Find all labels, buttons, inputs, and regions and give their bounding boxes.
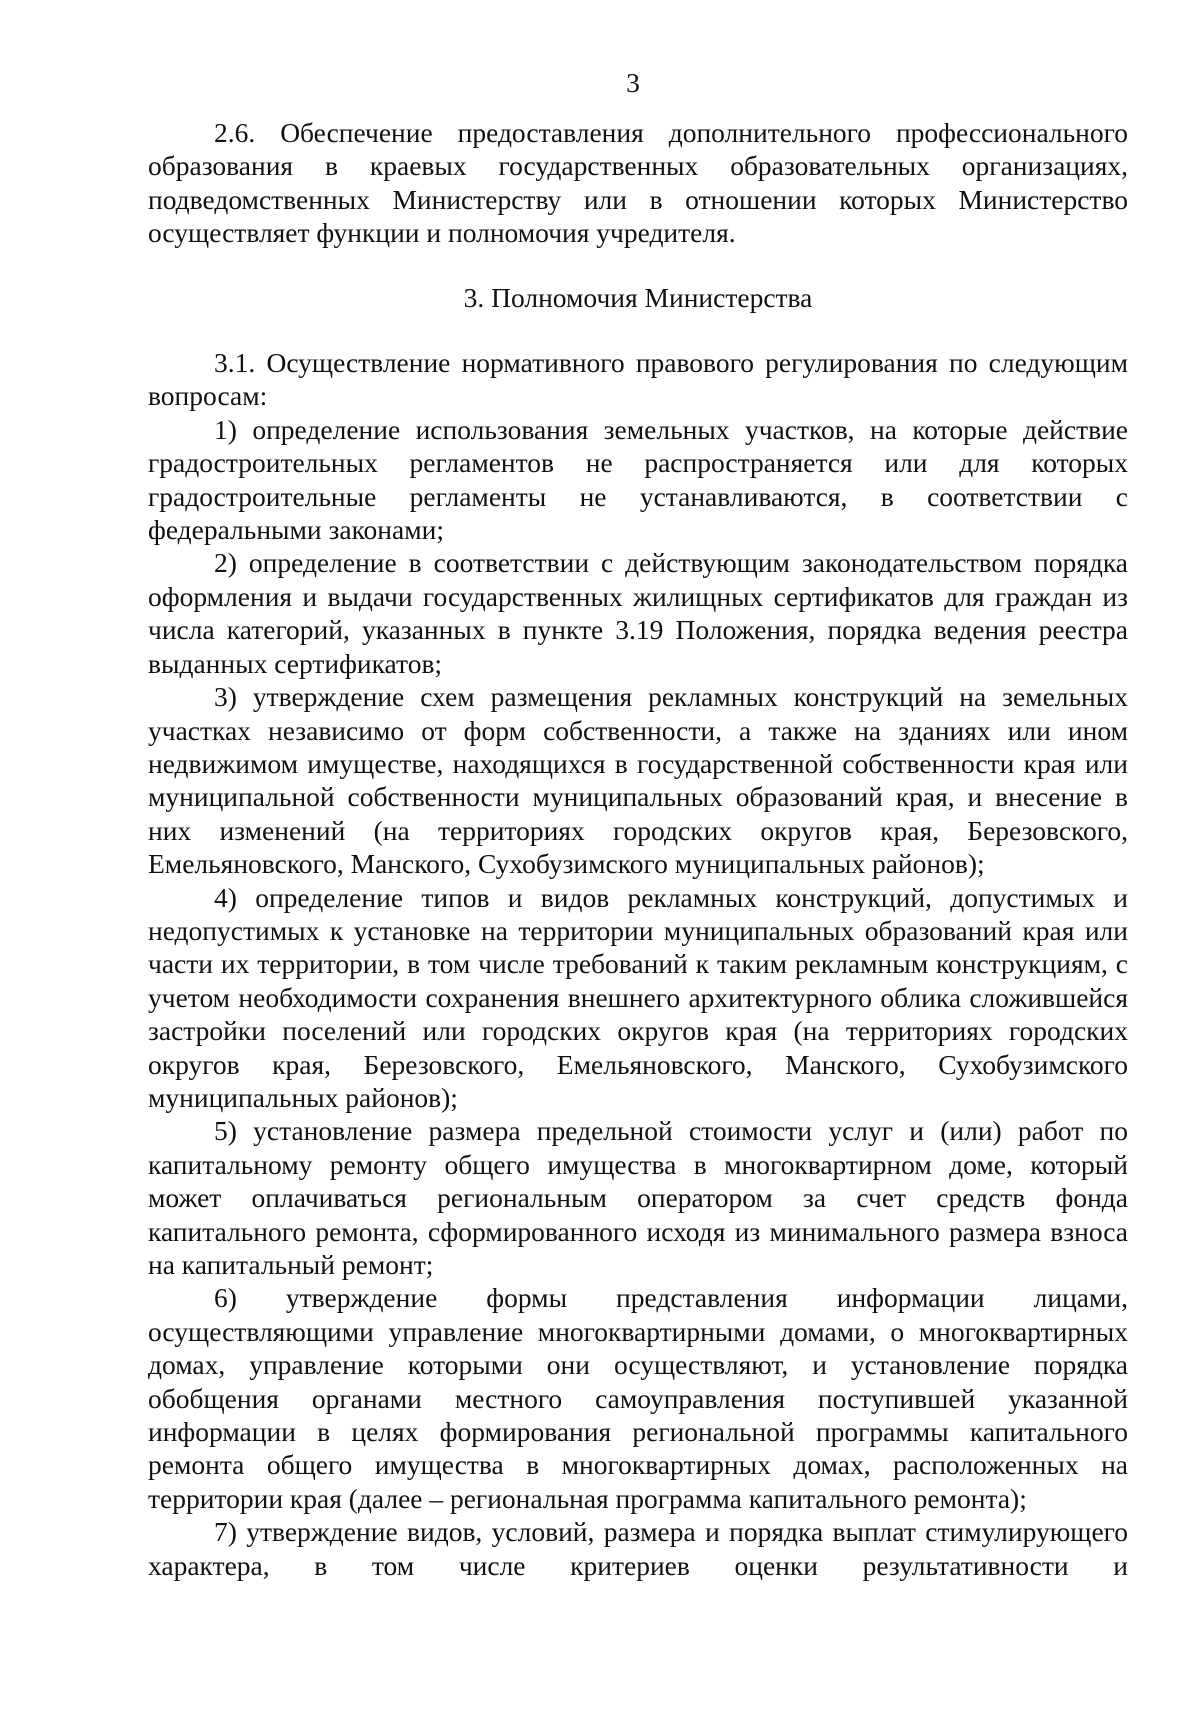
list-item-3: 3) утверждение схем размещения рекламных конструкций на земельных участках независимо от форм собственности, а также на зданиях или ином недвижимом имуществе, находящихся в государственной собственности края или муниципальной собственности муниципальных образований края, и внесение в них изменений (на территориях городских округов края, Березовского, Емельяновского, Манского, Сухобузимского муниципальных районов);: [148, 681, 1128, 880]
paragraph-2-6: 2.6. Обеспечение предоставления дополнительного профессионального образования в краевых государственных образовательных организациях, подведомственных Министерству или в отношении которых Министерство осуществляет функции и полномочия учредителя.: [148, 117, 1128, 249]
paragraph-3-1: 3.1. Осуществление нормативного правового регулирования по следующим вопросам:: [148, 347, 1128, 412]
list-item-7: 7) утверждение видов, условий, размера и порядка выплат стимулирующего характера, в том числе критериев оценки результативности и: [148, 1516, 1128, 1581]
list-item-5: 5) установление размера предельной стоимости услуг и (или) работ по капитальному ремонту общего имущества в многоквартирном доме, который может оплачиваться региональным оператором за счет средств фонда капитального ремонта, сформированного исходя из минимального размера взноса на капитальный ремонт;: [148, 1115, 1128, 1280]
document-body: [148, 116, 1128, 1582]
list-item-6: 6) утверждение формы представления информации лицами, осуществляющими управление многоквартирными домами, о многоквартирных домах, управление которыми они осуществляют, и установление порядка обобщения органами местного самоуправления поступившей указанной информации в целях формирования региональной программы капитального ремонта общего имущества в многоквартирных домах, расположенных на территории края (далее – региональная программа капитального ремонта);: [148, 1282, 1128, 1514]
list-item-1: 1) определение использования земельных участков, на которые действие градостроительных регламентов не распространяется или для которых градостроительные регламенты не устанавливаются, в соответствии с федеральными законами;: [148, 413, 1128, 546]
list-item-4: 4) определение типов и видов рекламных конструкций, допустимых и недопустимых к установке на территории муниципальных образований края или части их территории, в том числе требований к таким рекламным конструкциям, с учетом необходимости сохранения внешнего архитектурного облика сложившейся застройки поселений или городских округов края (на территориях городских округов края, Березовского, Емельяновского, Манского, Сухобузимского муниципальных районов);: [148, 881, 1128, 1113]
section-3-heading: 3. Полномочия Министерства: [463, 281, 813, 313]
list-item-2: 2) определение в соответствии с действующим законодательством порядка оформления и выдачи государственных жилищных сертификатов для граждан из числа категорий, указанных в пункте 3.19 Положения, порядка ведения реестра выданных сертификатов;: [148, 547, 1128, 679]
page-number: 3: [626, 67, 640, 98]
